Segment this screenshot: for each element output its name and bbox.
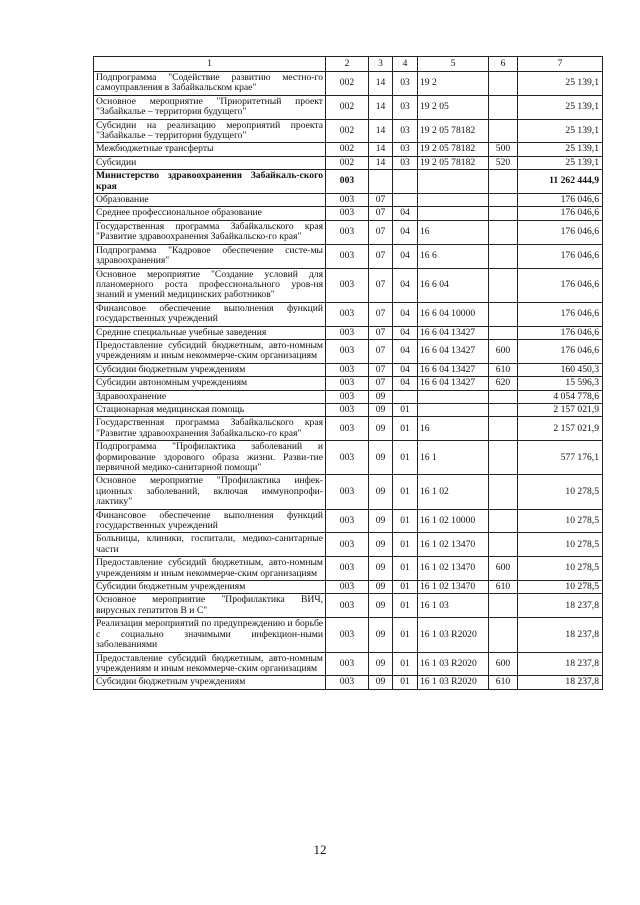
ministry-code: 003 <box>326 417 369 441</box>
row-name: Среднее профессиональное образование <box>94 207 326 220</box>
table-row <box>94 581 603 594</box>
row-name: Здравоохранение <box>94 390 326 403</box>
target-article-code <box>418 403 489 416</box>
section-code: 07 <box>369 244 393 268</box>
row-name: Финансовое обеспечение выполнения функций государственных учреждений <box>94 302 326 326</box>
section-code: 14 <box>369 72 393 96</box>
row-name: Подпрограмма "Кадровое обеспечение систе-мы здравоохранения" <box>94 244 326 268</box>
table-row <box>94 652 603 676</box>
section-code: 09 <box>369 417 393 441</box>
expense-type-code: 610 <box>489 581 518 594</box>
subsection-code: 01 <box>393 417 418 441</box>
header-cell: 5 <box>418 57 489 72</box>
expense-type-code: 600 <box>489 557 518 581</box>
table-row <box>94 326 603 339</box>
target-article-code: 19 2 05 78182 <box>418 143 489 156</box>
ministry-code: 003 <box>326 403 369 416</box>
subsection-code: 01 <box>393 581 418 594</box>
table-row <box>94 207 603 220</box>
row-name: Средние специальные учебные заведения <box>94 326 326 339</box>
table-row <box>94 509 603 533</box>
row-name: Предоставление субсидий бюджетным, авто-номным учреждениям и иным некоммерче-ским организациям <box>94 557 326 581</box>
table-row <box>94 72 603 96</box>
section-code: 09 <box>369 594 393 618</box>
section-code: 14 <box>369 95 393 119</box>
target-article-code <box>418 390 489 403</box>
table-row <box>94 339 603 363</box>
row-name: Государственная программа Забайкальского края "Развитие здравоохранения Забайкальско-го края" <box>94 220 326 244</box>
amount: 176 046,6 <box>518 207 603 220</box>
table-row <box>94 220 603 244</box>
expense-type-code: 600 <box>489 339 518 363</box>
row-name: Субсидии бюджетным учреждениям <box>94 363 326 376</box>
ministry-code: 003 <box>326 339 369 363</box>
subsection-code: 04 <box>393 302 418 326</box>
expense-type-code: 610 <box>489 363 518 376</box>
table-row <box>94 594 603 618</box>
row-name: Субсидии бюджетным учреждениям <box>94 581 326 594</box>
subsection-code <box>393 194 418 207</box>
ministry-code: 003 <box>326 170 369 194</box>
table-row <box>94 377 603 390</box>
amount: 18 237,8 <box>518 594 603 618</box>
table-row <box>94 302 603 326</box>
header-cell: 7 <box>518 57 603 72</box>
page-number: 12 <box>313 842 327 857</box>
amount: 10 278,5 <box>518 475 603 509</box>
ministry-code: 003 <box>326 268 369 302</box>
ministry-code: 002 <box>326 119 369 143</box>
section-code: 07 <box>369 207 393 220</box>
target-article-code: 16 1 02 13470 <box>418 533 489 557</box>
ministry-code: 003 <box>326 441 369 475</box>
target-article-code: 16 1 02 <box>418 475 489 509</box>
header-cell: 4 <box>393 57 418 72</box>
section-code: 09 <box>369 581 393 594</box>
subsection-code: 03 <box>393 95 418 119</box>
table-row <box>94 95 603 119</box>
header-cell: 3 <box>369 57 393 72</box>
section-code: 07 <box>369 302 393 326</box>
target-article-code: 16 1 03 <box>418 594 489 618</box>
row-name: Основное мероприятие "Создание условий для планомерного роста профессионального уров-ня знаний и умений медицинских работников" <box>94 268 326 302</box>
amount: 176 046,6 <box>518 339 603 363</box>
header-cell: 1 <box>94 57 326 72</box>
subsection-code: 04 <box>393 220 418 244</box>
target-article-code: 16 <box>418 220 489 244</box>
amount: 176 046,6 <box>518 244 603 268</box>
row-name: Основное мероприятие "Приоритетный проект "Забайкалье – территория будущего" <box>94 95 326 119</box>
expense-type-code: 600 <box>489 652 518 676</box>
ministry-code: 003 <box>326 557 369 581</box>
amount: 18 237,8 <box>518 652 603 676</box>
amount: 176 046,6 <box>518 268 603 302</box>
subsection-code: 03 <box>393 72 418 96</box>
header-cell: 6 <box>489 57 518 72</box>
section-code: 09 <box>369 403 393 416</box>
row-name: Предоставление субсидий бюджетным, авто-номным учреждениям и иным некоммерче-ским организациям <box>94 652 326 676</box>
subsection-code: 01 <box>393 403 418 416</box>
section-code: 07 <box>369 326 393 339</box>
amount: 25 139,1 <box>518 95 603 119</box>
expense-type-code <box>489 302 518 326</box>
table-header-row <box>94 57 603 72</box>
section-code: 09 <box>369 390 393 403</box>
ministry-code: 003 <box>326 207 369 220</box>
amount: 4 054 778,6 <box>518 390 603 403</box>
row-name: Больницы, клиники, госпитали, медико-санитарные части <box>94 533 326 557</box>
section-code: 09 <box>369 652 393 676</box>
target-article-code: 16 6 04 13427 <box>418 377 489 390</box>
ministry-code: 003 <box>326 594 369 618</box>
ministry-code: 002 <box>326 72 369 96</box>
target-article-code: 16 <box>418 417 489 441</box>
section-code: 07 <box>369 339 393 363</box>
target-article-code: 16 1 03 R2020 <box>418 652 489 676</box>
amount: 11 262 444,9 <box>518 170 603 194</box>
ministry-code: 003 <box>326 509 369 533</box>
subsection-code: 04 <box>393 207 418 220</box>
amount: 176 046,6 <box>518 326 603 339</box>
ministry-code: 003 <box>326 377 369 390</box>
expense-type-code <box>489 533 518 557</box>
section-code: 14 <box>369 156 393 169</box>
section-code: 07 <box>369 194 393 207</box>
row-name: Основное мероприятие "Профилактика ВИЧ, вирусных гепатитов В и С" <box>94 594 326 618</box>
row-name: Реализация мероприятий по предупреждению и борьбе с социально значимыми инфекцион-ными заболеваниями <box>94 618 326 652</box>
ministry-code: 003 <box>326 220 369 244</box>
expense-type-code: 610 <box>489 676 518 689</box>
amount: 10 278,5 <box>518 557 603 581</box>
target-article-code: 16 6 04 13427 <box>418 326 489 339</box>
expense-type-code: 520 <box>489 156 518 169</box>
target-article-code: 19 2 05 78182 <box>418 119 489 143</box>
expense-type-code <box>489 390 518 403</box>
subsection-code: 04 <box>393 377 418 390</box>
row-name: Субсидии <box>94 156 326 169</box>
target-article-code <box>418 207 489 220</box>
section-code: 14 <box>369 143 393 156</box>
subsection-code: 03 <box>393 156 418 169</box>
expense-type-code <box>489 475 518 509</box>
target-article-code: 16 1 <box>418 441 489 475</box>
table-row <box>94 390 603 403</box>
ministry-code: 003 <box>326 475 369 509</box>
subsection-code: 04 <box>393 244 418 268</box>
amount: 15 596,3 <box>518 377 603 390</box>
expense-type-code <box>489 207 518 220</box>
section-code: 14 <box>369 119 393 143</box>
section-code: 09 <box>369 557 393 581</box>
amount: 25 139,1 <box>518 72 603 96</box>
subsection-code: 01 <box>393 594 418 618</box>
amount: 10 278,5 <box>518 533 603 557</box>
target-article-code: 19 2 05 78182 <box>418 156 489 169</box>
expense-type-code <box>489 403 518 416</box>
table-row <box>94 170 603 194</box>
amount: 18 237,8 <box>518 676 603 689</box>
header-cell: 2 <box>326 57 369 72</box>
amount: 25 139,1 <box>518 143 603 156</box>
ministry-code: 003 <box>326 581 369 594</box>
row-name: Предоставление субсидий бюджетным, авто-номным учреждениям и иным некоммерче-ским организациям <box>94 339 326 363</box>
ministry-code: 003 <box>326 302 369 326</box>
table-row <box>94 557 603 581</box>
amount: 176 046,6 <box>518 220 603 244</box>
amount: 176 046,6 <box>518 302 603 326</box>
subsection-code: 01 <box>393 475 418 509</box>
row-name: Стационарная медицинская помощь <box>94 403 326 416</box>
row-name: Подпрограмма "Содействие развитию местно-го самоуправления в Забайкальском крае" <box>94 72 326 96</box>
expense-type-code <box>489 119 518 143</box>
ministry-code: 003 <box>326 244 369 268</box>
expense-type-code <box>489 594 518 618</box>
amount: 18 237,8 <box>518 618 603 652</box>
amount: 160 450,3 <box>518 363 603 376</box>
expense-type-code <box>489 441 518 475</box>
amount: 2 157 021,9 <box>518 403 603 416</box>
section-code: 07 <box>369 363 393 376</box>
target-article-code: 16 6 <box>418 244 489 268</box>
ministry-code: 003 <box>326 676 369 689</box>
ministry-code: 003 <box>326 326 369 339</box>
target-article-code <box>418 194 489 207</box>
expense-type-code <box>489 194 518 207</box>
expense-type-code <box>489 509 518 533</box>
ministry-code: 003 <box>326 533 369 557</box>
subsection-code: 01 <box>393 618 418 652</box>
table-row <box>94 475 603 509</box>
section-code: 09 <box>369 533 393 557</box>
amount: 25 139,1 <box>518 119 603 143</box>
row-name: Субсидии автономным учреждениям <box>94 377 326 390</box>
subsection-code: 04 <box>393 339 418 363</box>
table-row <box>94 417 603 441</box>
subsection-code: 01 <box>393 509 418 533</box>
expense-type-code <box>489 268 518 302</box>
subsection-code <box>393 170 418 194</box>
budget-table-container <box>93 56 603 690</box>
section-code: 07 <box>369 268 393 302</box>
expense-type-code <box>489 95 518 119</box>
section-code: 09 <box>369 475 393 509</box>
expense-type-code <box>489 244 518 268</box>
subsection-code: 04 <box>393 268 418 302</box>
target-article-code: 16 1 02 13470 <box>418 557 489 581</box>
target-article-code: 16 6 04 13427 <box>418 339 489 363</box>
table-row <box>94 268 603 302</box>
subsection-code: 03 <box>393 143 418 156</box>
amount: 176 046,6 <box>518 194 603 207</box>
section-code: 09 <box>369 676 393 689</box>
expense-type-code: 620 <box>489 377 518 390</box>
amount: 2 157 021,9 <box>518 417 603 441</box>
target-article-code: 16 1 02 13470 <box>418 581 489 594</box>
subsection-code: 03 <box>393 119 418 143</box>
expense-type-code <box>489 417 518 441</box>
row-name: Подпрограмма "Профилактика заболеваний и формирование здорового образа жизни. Разви-тие первичной медико-санитарной помощи" <box>94 441 326 475</box>
expense-type-code <box>489 326 518 339</box>
target-article-code: 19 2 05 <box>418 95 489 119</box>
row-name: Государственная программа Забайкальского края "Развитие здравоохранения Забайкальско-го края" <box>94 417 326 441</box>
table-row <box>94 156 603 169</box>
target-article-code: 16 6 04 <box>418 268 489 302</box>
ministry-code: 003 <box>326 652 369 676</box>
table-row <box>94 403 603 416</box>
amount: 577 176,1 <box>518 441 603 475</box>
amount: 10 278,5 <box>518 509 603 533</box>
table-row <box>94 618 603 652</box>
subsection-code: 04 <box>393 363 418 376</box>
row-name: Министерство здравоохранения Забайкаль-ского края <box>94 170 326 194</box>
subsection-code <box>393 390 418 403</box>
table-row <box>94 363 603 376</box>
section-code: 07 <box>369 377 393 390</box>
ministry-code: 002 <box>326 95 369 119</box>
target-article-code: 16 6 04 13427 <box>418 363 489 376</box>
target-article-code: 16 6 04 10000 <box>418 302 489 326</box>
amount: 10 278,5 <box>518 581 603 594</box>
target-article-code: 16 1 02 10000 <box>418 509 489 533</box>
ministry-code: 002 <box>326 143 369 156</box>
row-name: Межбюджетные трансферты <box>94 143 326 156</box>
subsection-code: 01 <box>393 676 418 689</box>
section-code: 09 <box>369 441 393 475</box>
ministry-code: 002 <box>326 156 369 169</box>
section-code <box>369 170 393 194</box>
subsection-code: 01 <box>393 557 418 581</box>
ministry-code: 003 <box>326 618 369 652</box>
table-row <box>94 143 603 156</box>
row-name: Субсидии на реализацию мероприятий проекта "Забайкалье – территория будущего" <box>94 119 326 143</box>
ministry-code: 003 <box>326 363 369 376</box>
expense-type-code: 500 <box>489 143 518 156</box>
section-code: 09 <box>369 509 393 533</box>
target-article-code: 19 2 <box>418 72 489 96</box>
subsection-code: 01 <box>393 652 418 676</box>
table-row <box>94 119 603 143</box>
budget-table <box>93 56 603 690</box>
section-code: 09 <box>369 618 393 652</box>
table-row <box>94 194 603 207</box>
subsection-code: 01 <box>393 533 418 557</box>
target-article-code <box>418 170 489 194</box>
ministry-code: 003 <box>326 390 369 403</box>
table-row <box>94 244 603 268</box>
row-name: Финансовое обеспечение выполнения функций государственных учреждений <box>94 509 326 533</box>
row-name: Основное мероприятие "Профилактика инфек-ционных заболеваний, включая иммунопрофи-лактику" <box>94 475 326 509</box>
table-row <box>94 676 603 689</box>
subsection-code: 01 <box>393 441 418 475</box>
expense-type-code <box>489 618 518 652</box>
row-name: Образование <box>94 194 326 207</box>
target-article-code: 16 1 03 R2020 <box>418 676 489 689</box>
row-name: Субсидии бюджетным учреждениям <box>94 676 326 689</box>
section-code: 07 <box>369 220 393 244</box>
table-row <box>94 533 603 557</box>
subsection-code: 04 <box>393 326 418 339</box>
table-row <box>94 441 603 475</box>
expense-type-code <box>489 72 518 96</box>
ministry-code: 003 <box>326 194 369 207</box>
expense-type-code <box>489 220 518 244</box>
target-article-code: 16 1 03 R2020 <box>418 618 489 652</box>
expense-type-code <box>489 170 518 194</box>
amount: 25 139,1 <box>518 156 603 169</box>
